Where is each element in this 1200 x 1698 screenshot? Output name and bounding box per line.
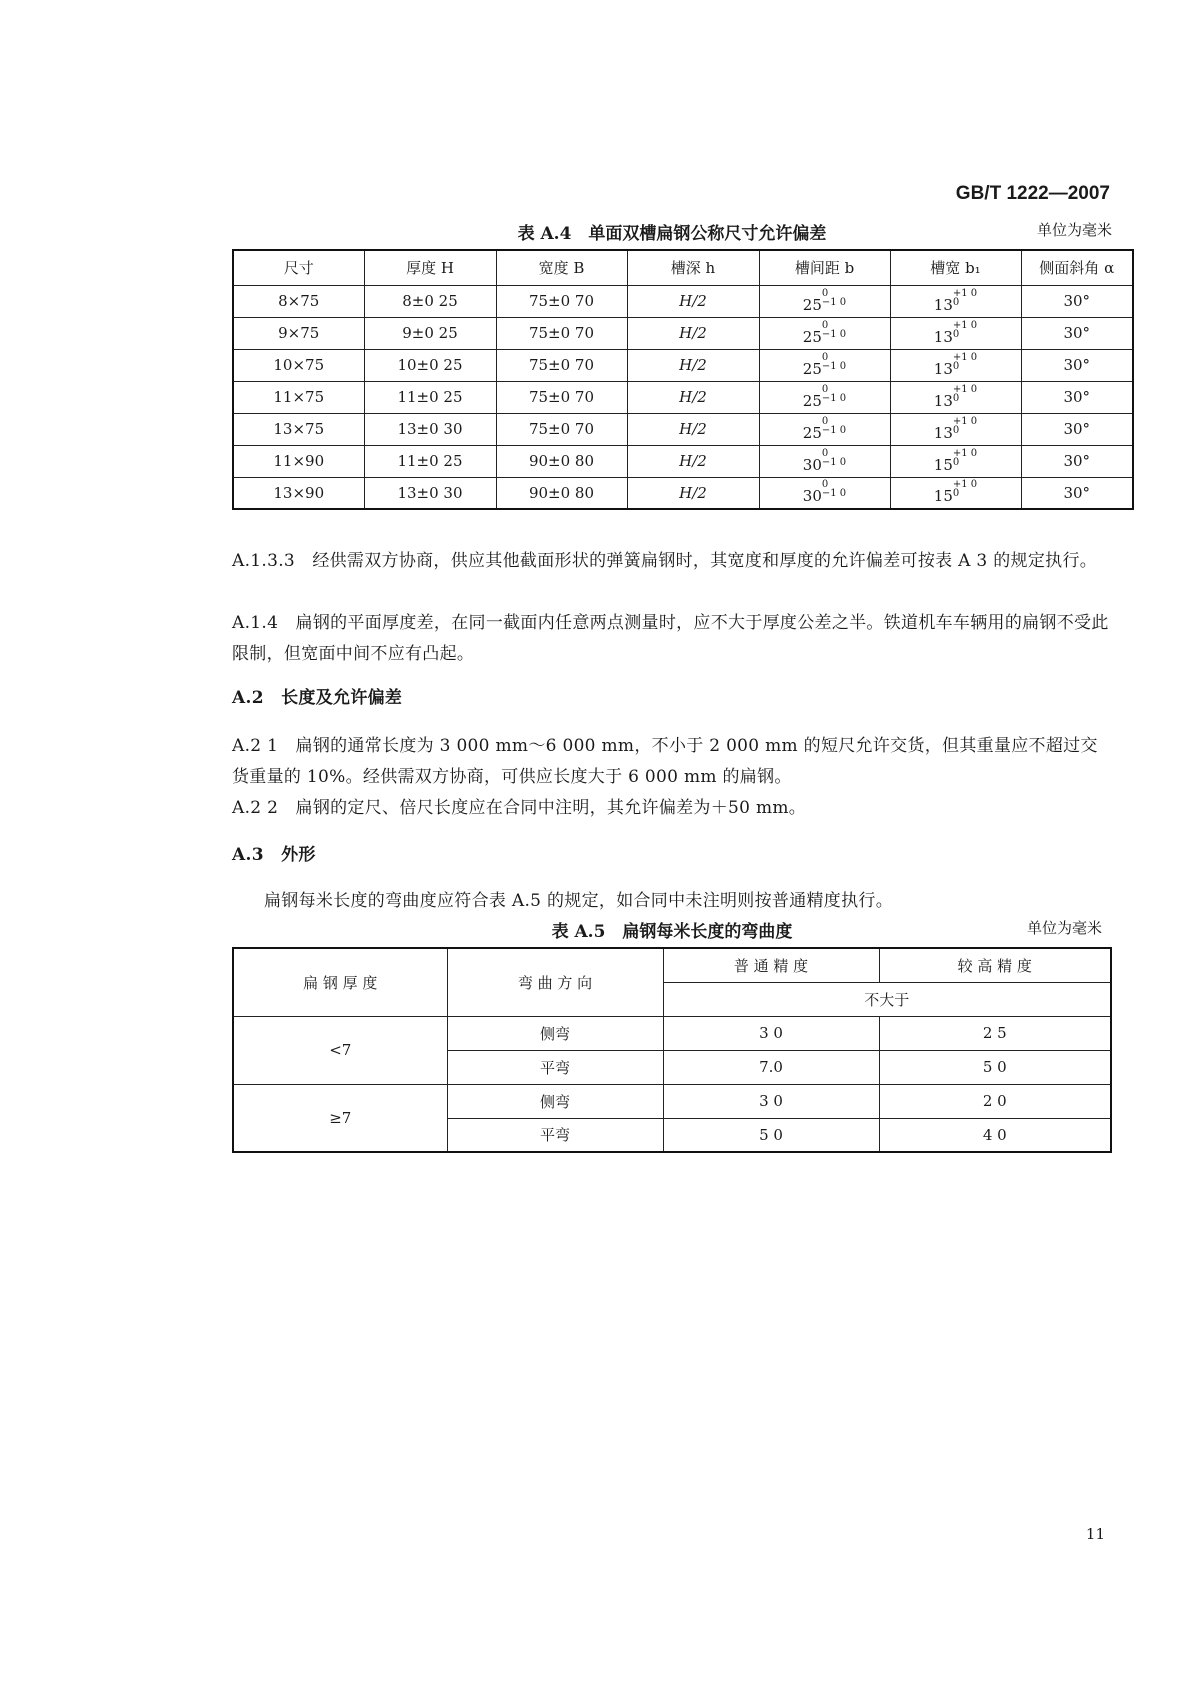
tolerance-stack (822, 385, 846, 403)
angle-cell: 30° (1021, 477, 1133, 509)
nominal-value: 30 (802, 487, 822, 506)
tolerance-stack (822, 417, 846, 435)
depth-cell: H/2 (627, 349, 759, 381)
normal-value: 5 0 (663, 1118, 879, 1152)
tolerance-stack (822, 321, 846, 339)
angle-cell: 30° (1021, 413, 1133, 445)
thickness-cell: 11±0 25 (364, 445, 496, 477)
thickness-cell: 13±0 30 (364, 413, 496, 445)
lower-deviation: 0 (952, 328, 960, 340)
lower-deviation: −1 0 (821, 392, 847, 404)
size-cell: 10×75 (233, 349, 364, 381)
tolerance-stack (822, 449, 846, 467)
high-value: 2 0 (879, 1084, 1111, 1118)
width-cell: 75±0 70 (496, 317, 627, 349)
depth-cell: H/2 (627, 413, 759, 445)
table-a4-caption: 表 A.4 单面双槽扁钢公称尺寸允许偏差 (517, 224, 827, 244)
upper-deviation: 0 (821, 447, 829, 459)
width-cell: 75±0 70 (496, 381, 627, 413)
depth-cell: H/2 (627, 477, 759, 509)
table-row (233, 285, 1133, 317)
lower-deviation: 0 (952, 488, 960, 500)
width-cell: 75±0 70 (496, 413, 627, 445)
size-cell: 13×90 (233, 477, 364, 509)
para-a3-text: 扁钢每米长度的弯曲度应符合表 A.5 的规定，如合同中未注明则按普通精度执行。 (264, 891, 894, 911)
not-greater-label: 不大于 (663, 982, 1111, 1016)
spacing-cell (759, 349, 890, 381)
lower-deviation: 0 (952, 392, 960, 404)
nominal-value: 13 (933, 295, 953, 314)
upper-deviation: 0 (821, 479, 829, 491)
depth-cell: H/2 (627, 285, 759, 317)
upper-deviation: +1 0 (952, 351, 978, 363)
angle-cell: 30° (1021, 445, 1133, 477)
nominal-value: 13 (933, 359, 953, 378)
thickness-cell: 8±0 25 (364, 285, 496, 317)
size-cell: 8×75 (233, 285, 364, 317)
nominal-value: 15 (933, 487, 953, 506)
width-cell: 75±0 70 (496, 285, 627, 317)
lower-deviation: −1 0 (821, 488, 847, 500)
table-a4-body (233, 285, 1133, 509)
table-row (233, 349, 1133, 381)
high-precision-header: 较 高 精 度 (879, 948, 1111, 982)
depth-cell: H/2 (627, 445, 759, 477)
header-cell: 槽宽 b₁ (890, 250, 1021, 285)
normal-value: 3 0 (663, 1016, 879, 1050)
angle-cell: 30° (1021, 285, 1133, 317)
thickness-cell: <7 (233, 1016, 447, 1084)
upper-deviation: 0 (821, 415, 829, 427)
slot-width-cell (890, 317, 1021, 349)
table-a5 (232, 947, 1112, 1153)
angle-cell: 30° (1021, 349, 1133, 381)
normal-precision-header: 普 通 精 度 (663, 948, 879, 982)
spacing-cell (759, 477, 890, 509)
lower-deviation: 0 (952, 424, 960, 436)
upper-deviation: +1 0 (952, 447, 978, 459)
lower-deviation: 0 (952, 360, 960, 372)
tolerance-stack (953, 417, 977, 435)
thickness-cell: 13±0 30 (364, 477, 496, 509)
spacing-cell (759, 413, 890, 445)
table-row (233, 477, 1133, 509)
table-row (233, 413, 1133, 445)
nominal-value: 25 (802, 327, 822, 346)
normal-value: 3 0 (663, 1084, 879, 1118)
table-a5-header-row (233, 948, 1111, 982)
direction-cell: 侧弯 (447, 1016, 663, 1050)
header-cell: 宽度 B (496, 250, 627, 285)
thickness-cell: 9±0 25 (364, 317, 496, 349)
standard-code: GB/T 1222—2007 (955, 183, 1110, 204)
slot-width-cell (890, 381, 1021, 413)
slot-width-cell (890, 413, 1021, 445)
upper-deviation: +1 0 (952, 479, 978, 491)
lower-deviation: −1 0 (821, 360, 847, 372)
tolerance-stack (822, 480, 846, 498)
nominal-value: 13 (933, 391, 953, 410)
nominal-value: 25 (802, 423, 822, 442)
tolerance-stack (953, 449, 977, 467)
header-cell: 侧面斜角 α (1021, 250, 1133, 285)
size-cell: 13×75 (233, 413, 364, 445)
header-cell: 槽深 h (627, 250, 759, 285)
depth-cell: H/2 (627, 381, 759, 413)
depth-cell: H/2 (627, 317, 759, 349)
tolerance-stack (953, 321, 977, 339)
nominal-value: 13 (933, 327, 953, 346)
width-cell: 90±0 80 (496, 477, 627, 509)
spacing-cell (759, 317, 890, 349)
tolerance-stack (953, 480, 977, 498)
normal-value: 7.0 (663, 1050, 879, 1084)
table-a4 (232, 249, 1134, 510)
size-cell: 9×75 (233, 317, 364, 349)
tolerance-stack (953, 289, 977, 307)
table-a4-header-row (233, 250, 1133, 285)
thickness-cell: 10±0 25 (364, 349, 496, 381)
direction-header: 弯 曲 方 向 (447, 948, 663, 1016)
table-a4-unit: 单位为毫米 (1036, 221, 1112, 239)
para-a133: A.1.3.3 经供需双方协商，供应其他截面形状的弹簧扁钢时，其宽度和厚度的允许偏差可按表 A 3 的规定执行。 (232, 551, 1098, 571)
size-cell: 11×75 (233, 381, 364, 413)
nominal-value: 30 (802, 455, 822, 474)
angle-cell: 30° (1021, 317, 1133, 349)
tolerance-stack (953, 353, 977, 371)
heading-a3: A.3 外形 (232, 845, 316, 865)
thickness-cell: 11±0 25 (364, 381, 496, 413)
para-a14: A.1.4 扁钢的平面厚度差，在同一截面内任意两点测量时，应不大于厚度公差之半。铁道机车车辆用的扁钢不受此限制，但宽面中间不应有凸起。 (232, 613, 1109, 664)
table-a5-unit: 单位为毫米 (1026, 919, 1102, 937)
nominal-value: 13 (933, 423, 953, 442)
width-cell: 75±0 70 (496, 349, 627, 381)
tolerance-stack (822, 289, 846, 307)
direction-cell: 侧弯 (447, 1084, 663, 1118)
upper-deviation: +1 0 (952, 319, 978, 331)
spacing-cell (759, 445, 890, 477)
upper-deviation: +1 0 (952, 383, 978, 395)
size-cell: 11×90 (233, 445, 364, 477)
table-row (233, 445, 1133, 477)
lower-deviation: −1 0 (821, 456, 847, 468)
lower-deviation: −1 0 (821, 424, 847, 436)
table-row (233, 1084, 1111, 1118)
lower-deviation: −1 0 (821, 328, 847, 340)
nominal-value: 25 (802, 359, 822, 378)
upper-deviation: 0 (821, 351, 829, 363)
angle-cell: 30° (1021, 381, 1133, 413)
high-value: 5 0 (879, 1050, 1111, 1084)
width-cell: 90±0 80 (496, 445, 627, 477)
header-cell: 厚度 H (364, 250, 496, 285)
table-row (233, 1016, 1111, 1050)
para-a21: A.2 1 扁钢的通常长度为 3 000 mm～6 000 mm，不小于 2 000 mm 的短尺允许交货，但其重量应不超过交货重量的 10%。经供需双方协商，可供应长度大于 6 000 mm 的扁钢。 (232, 736, 1098, 787)
page-number: 11 (1085, 1525, 1105, 1543)
tolerance-stack (953, 385, 977, 403)
spacing-cell (759, 285, 890, 317)
header-cell: 槽间距 b (759, 250, 890, 285)
upper-deviation: 0 (821, 383, 829, 395)
upper-deviation: +1 0 (952, 287, 978, 299)
nominal-value: 25 (802, 295, 822, 314)
upper-deviation: 0 (821, 287, 829, 299)
slot-width-cell (890, 445, 1021, 477)
high-value: 2 5 (879, 1016, 1111, 1050)
table-row (233, 381, 1133, 413)
lower-deviation: −1 0 (821, 296, 847, 308)
slot-width-cell (890, 349, 1021, 381)
header-cell: 尺寸 (233, 250, 364, 285)
upper-deviation: +1 0 (952, 415, 978, 427)
slot-width-cell (890, 477, 1021, 509)
high-value: 4 0 (879, 1118, 1111, 1152)
spacing-cell (759, 381, 890, 413)
lower-deviation: 0 (952, 296, 960, 308)
slot-width-cell (890, 285, 1021, 317)
upper-deviation: 0 (821, 319, 829, 331)
table-a5-caption: 表 A.5 扁钢每米长度的弯曲度 (551, 922, 793, 942)
direction-cell: 平弯 (447, 1050, 663, 1084)
lower-deviation: 0 (952, 456, 960, 468)
tolerance-stack (822, 353, 846, 371)
direction-cell: 平弯 (447, 1118, 663, 1152)
nominal-value: 15 (933, 455, 953, 474)
nominal-value: 25 (802, 391, 822, 410)
heading-a2: A.2 长度及允许偏差 (232, 688, 403, 708)
para-a22: A.2 2 扁钢的定尺、倍尺长度应在合同中注明，其允许偏差为＋50 mm。 (232, 798, 807, 818)
thickness-header: 扁 钢 厚 度 (233, 948, 447, 1016)
thickness-cell: ≥7 (233, 1084, 447, 1152)
table-row (233, 317, 1133, 349)
